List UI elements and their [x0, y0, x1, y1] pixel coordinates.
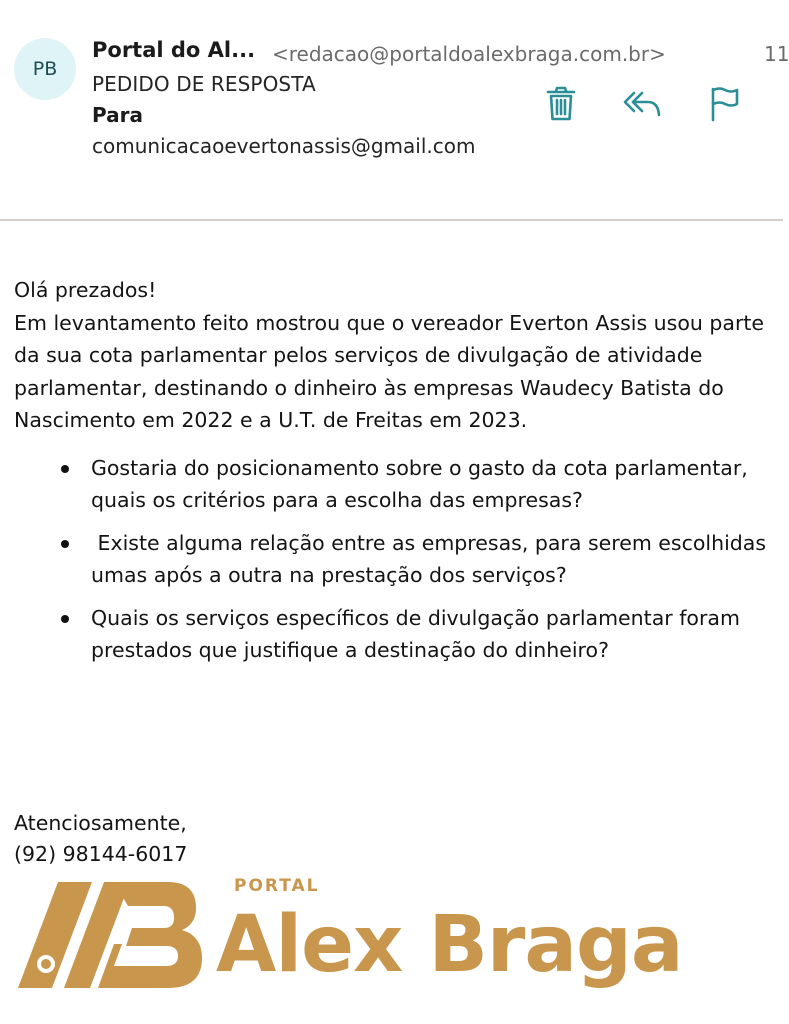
question-list [14, 452, 776, 667]
message-time: 11 [764, 42, 789, 66]
logo-small-text: PORTAL [234, 876, 320, 896]
sender-name[interactable]: Portal do Al... [92, 38, 256, 62]
message-header [0, 0, 789, 220]
sender-email[interactable]: <redacao@portaldoalexbraga.com.br> [272, 42, 666, 66]
recipient-email[interactable]: comunicacaoevertonassis@gmail.com [92, 134, 476, 158]
flag-icon [708, 86, 740, 122]
message-subject: PEDIDO DE RESPOSTA [92, 72, 316, 96]
body-paragraph: Em levantamento feito mostrou que o vereador Everton Assis usou parte da sua cota parlamentar pelos serviços de divulgação de atividade parlamentar, destinando o dinheiro às empresas Waudecy Batista do Nascimento em 2022 e a U.T. de Freitas em 2023. [14, 310, 765, 432]
message-body [14, 274, 776, 677]
phone-number: (92) 98144-6017 [14, 842, 188, 866]
reply-all-icon [622, 89, 662, 119]
closing-text: Atenciosamente, [14, 811, 187, 835]
sender-avatar[interactable]: PB [14, 38, 76, 100]
recipient-label: Para [92, 103, 143, 127]
signature [14, 808, 187, 870]
list-item: Gostaria do posicionamento sobre o gasto da cota parlamentar, quais os critérios para a escolha das empresas? [91, 452, 776, 517]
list-item: Existe alguma relação entre as empresas, para serem escolhidas umas após a outra na prestação dos serviços? [91, 527, 776, 592]
reply-all-button[interactable] [622, 84, 662, 124]
logo-name: Alex Braga [216, 900, 683, 990]
trash-icon [546, 86, 576, 122]
header-divider [0, 219, 783, 221]
list-item: Quais os serviços específicos de divulgação parlamentar foram prestados que justifique a destinação do dinheiro? [91, 602, 776, 667]
flag-button[interactable] [704, 84, 744, 124]
greeting: Olá prezados! [14, 278, 157, 302]
delete-button[interactable] [541, 84, 581, 124]
